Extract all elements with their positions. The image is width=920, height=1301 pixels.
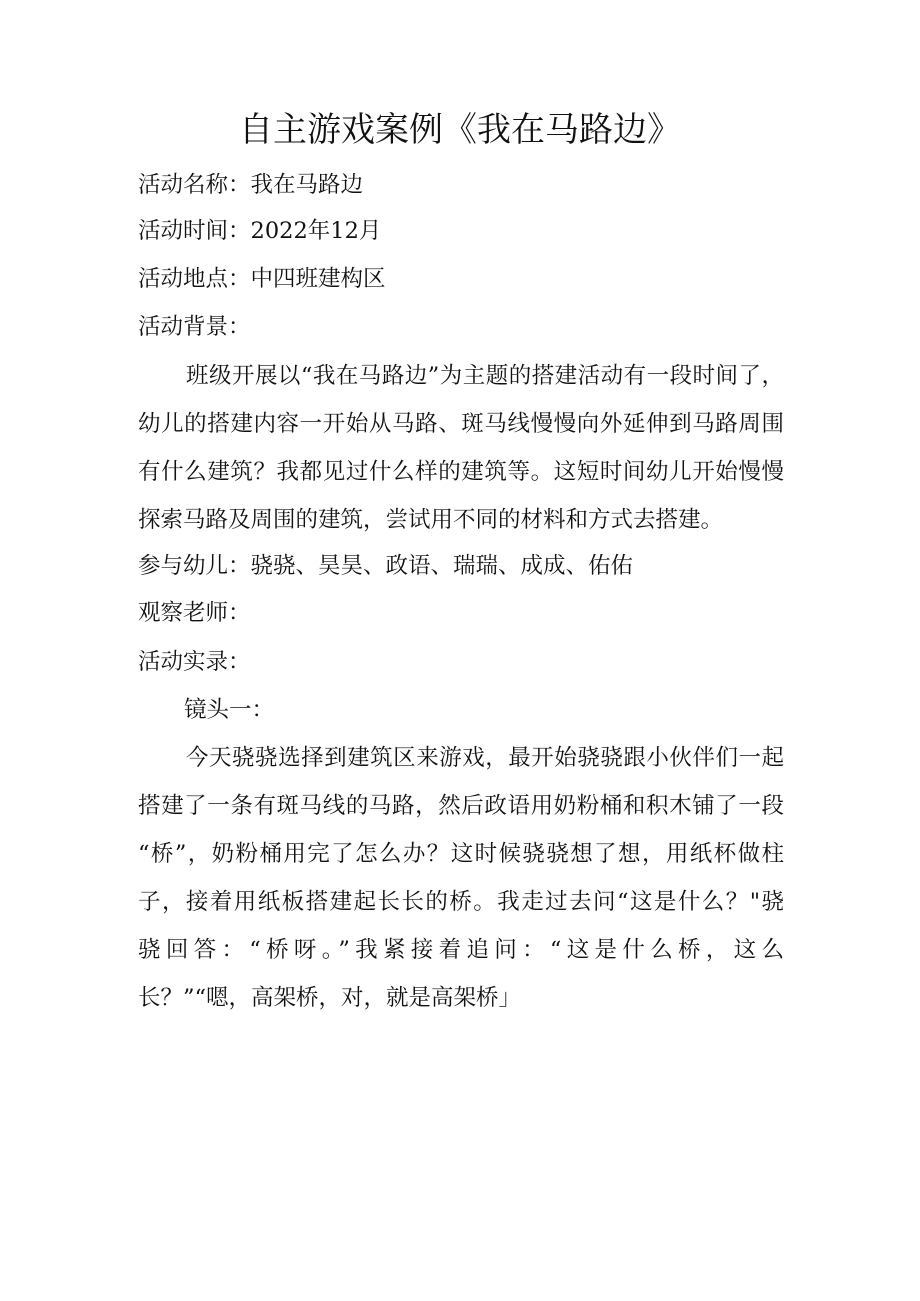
background-paragraph (138, 352, 784, 544)
scene-line: 长？”“嗯，高架桥，对，就是高架桥」 (138, 985, 522, 1011)
scene-line: “桥”，奶粉桶用完了怎么办？这时候骁骁想了想，用纸杯做柱 (138, 841, 784, 867)
background-line: 有什么建筑？我都见过什么样的建筑等。这短时间幼儿开始慢慢 (138, 459, 784, 485)
scene-line: 今天骁骁选择到建筑区来游戏，最开始骁骁跟小伙伴们一起 (186, 745, 784, 771)
background-label: 活动背景： (138, 314, 251, 340)
observer: 观察老师： (138, 600, 251, 626)
scene-line: 子，接着用纸板搭建起长长的桥。我走过去问“这是什么？"骁 (138, 889, 784, 915)
scene-line: 骁回答：“桥呀。”我紧接着追问：“这是什么桥，这么 (138, 937, 784, 963)
background-line: 探索马路及周围的建筑，尝试用不同的材料和方式去搭建。 (138, 507, 724, 533)
scene-label: 镜头一： (184, 697, 275, 723)
document-title: 自主游戏案例《我在马路边》 (239, 110, 681, 150)
activity-name: 活动名称：我在马路边 (138, 172, 364, 198)
activity-time: 活动时间：2022年12月 (138, 218, 382, 244)
background-line: 幼儿的搭建内容一开始从马路、斑马线慢慢向外延伸到马路周围 (138, 411, 784, 437)
scene-paragraph (138, 734, 784, 1022)
activity-place: 活动地点：中四班建构区 (138, 266, 386, 292)
participants: 参与幼儿：骁骁、昊昊、政语、瑞瑞、成成、佑佑 (138, 553, 634, 579)
background-line: 班级开展以“我在马路边”为主题的搭建活动有一段时间了， (186, 363, 784, 389)
scene-line: 搭建了一条有斑马线的马路，然后政语用奶粉桶和积木铺了一段 (138, 793, 784, 819)
record-label: 活动实录： (138, 649, 251, 675)
